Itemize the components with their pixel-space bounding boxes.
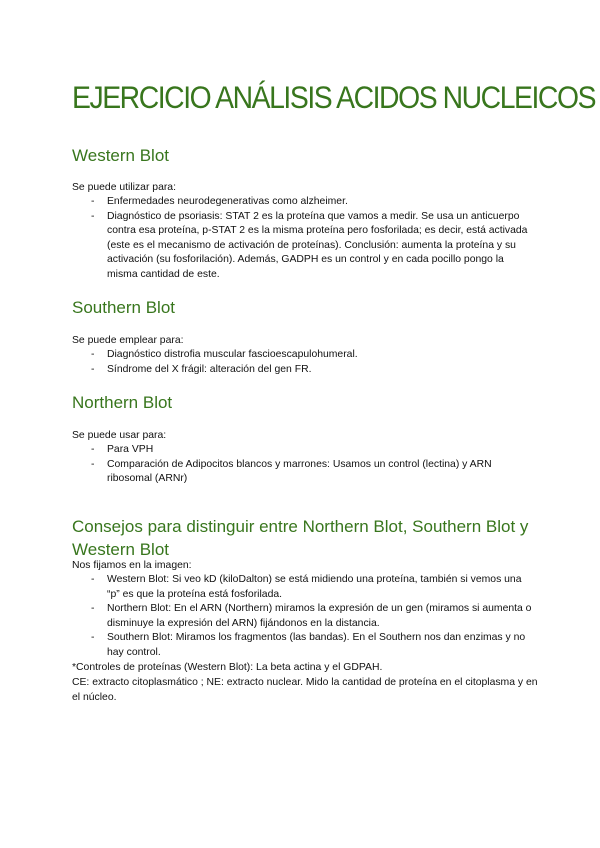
southern-list: [72, 348, 532, 377]
consejos-intro: Nos fijamos en la imagen:: [72, 560, 192, 571]
consejos-heading: Consejos para distinguir entre Northern Blot, Southern Blot y Western Blot: [72, 517, 529, 559]
list-item: - Northern Blot: En el ARN (Northern) miramos la expresión de un gen (miramos si aumenta o disminuye la expresión del ARN) fijándonos en la distancia.: [72, 602, 532, 631]
southern-heading: Southern Blot: [72, 298, 176, 317]
list-item: - Diagnóstico distrofia muscular fascioescapulohumeral.: [72, 348, 532, 363]
list-item: - Para VPH: [72, 443, 532, 458]
list-item: - Enfermedades neurodegenerativas como alzheimer.: [72, 195, 532, 210]
western-list: [72, 195, 532, 282]
northern-heading: Northern Blot: [72, 393, 173, 412]
controls-note: *Controles de proteínas (Western Blot): La beta actina y el GDPAH.: [72, 662, 383, 673]
southern-intro: Se puede emplear para:: [72, 335, 184, 346]
western-intro: Se puede utilizar para:: [72, 182, 176, 193]
page-title: EJERCICIO ANÁLISIS ACIDOS NUCLEICOS: [72, 79, 596, 115]
extracts-note: CE: extracto citoplasmático ; NE: extracto nuclear. Mido la cantidad de proteína en el citoplasma y en el núcleo.: [72, 677, 538, 703]
list-item: - Comparación de Adipocitos blancos y marrones: Usamos un control (lectina) y ARN ribosomal (ARNr): [72, 458, 532, 487]
list-item: - Southern Blot: Miramos los fragmentos (las bandas). En el Southern nos dan enzimas y no hay control.: [72, 631, 532, 660]
consejos-list: [72, 573, 532, 660]
list-item: - Diagnóstico de psoriasis: STAT 2 es la proteína que vamos a medir. Se usa un anticuerpo contra esa proteína, p-STAT 2 es la misma proteína pero fosforilada; es decir, está activada (este es el mecanismo de activación de proteínas). Conclusión: aumenta la proteína y su activación (su fosforilación). Además, GADPH es un control y en cada pocillo pongo la misma cantidad de este.: [72, 210, 532, 283]
northern-list: [72, 443, 532, 487]
list-item: - Síndrome del X frágil: alteración del gen FR.: [72, 363, 532, 378]
western-heading: Western Blot: [72, 146, 170, 165]
northern-intro: Se puede usar para:: [72, 430, 167, 441]
list-item: - Western Blot: Si veo kD (kiloDalton) se está midiendo una proteína, también si vemos una “p” es que la proteína está fosforilada.: [72, 573, 532, 602]
